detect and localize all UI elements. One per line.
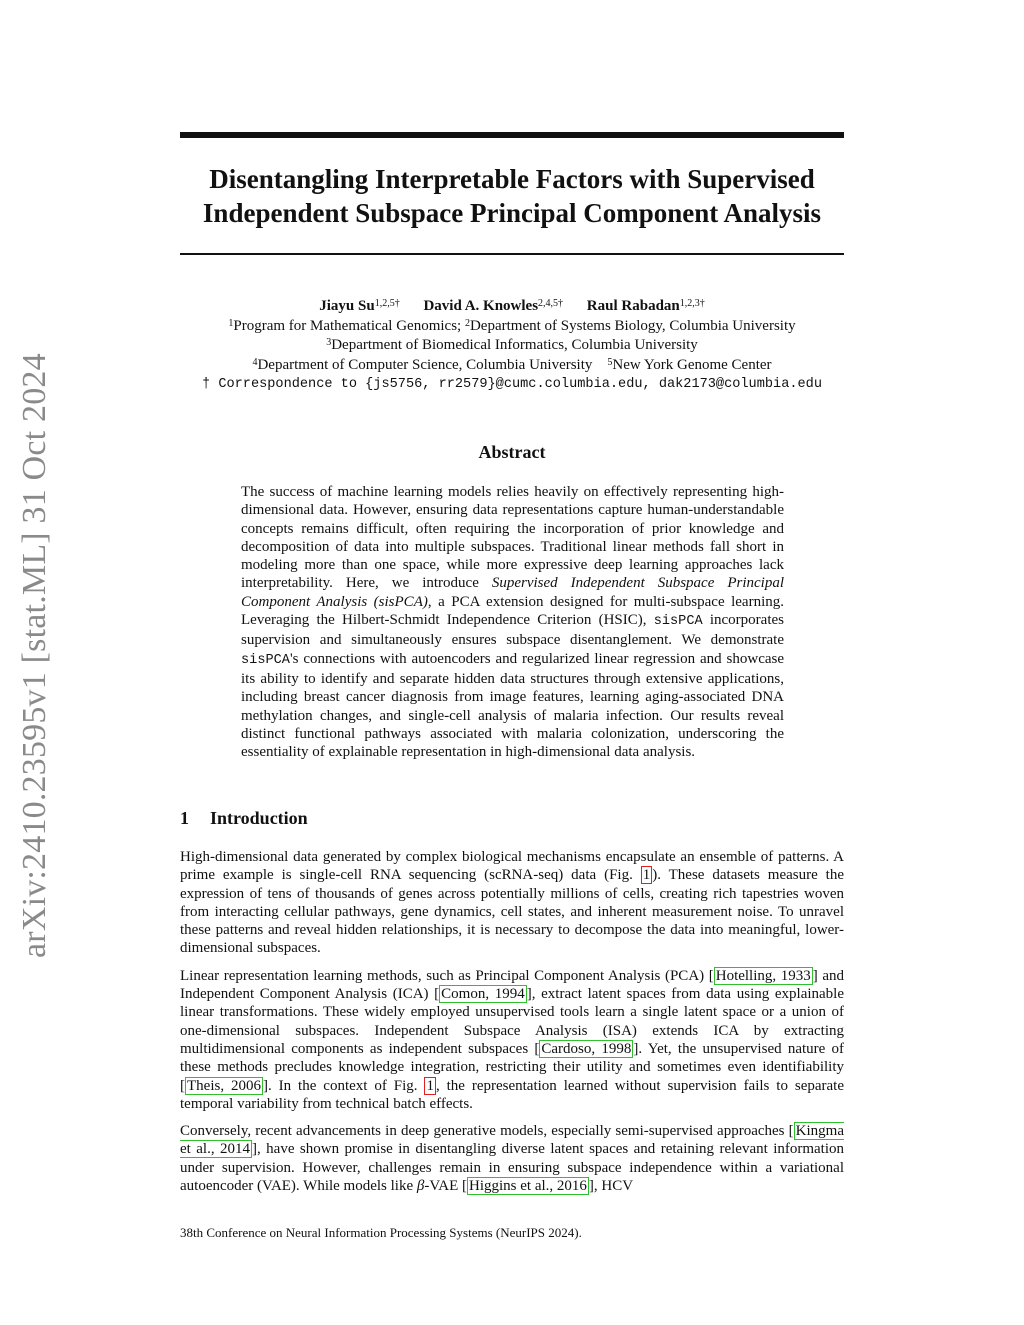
citation-higgins[interactable]: Higgins et al., 2016 [469,1178,587,1195]
figure-1-link[interactable]: 1 [426,1077,434,1094]
conference-footnote: 38th Conference on Neural Information Processing Systems (NeurIPS 2024). [180,1225,582,1240]
arxiv-stamp: arXiv:2410.23595v1 [stat.ML] 31 Oct 2024 [16,353,53,958]
title-bottom-rule [180,253,844,255]
abstract-heading: Abstract [478,442,546,462]
title-line-2: Independent Subspace Principal Component Analysis [202,198,822,228]
citation-theis[interactable]: Theis, 2006 [187,1077,261,1094]
introduction-body [180,848,844,1204]
citation-kingma[interactable]: Kingma et al., 2014 [180,1123,844,1158]
affiliation-line-1: $^1$Program for Mathematical Genomics; $^2$Department of Systems Biology, Columbia University [228,317,796,334]
correspondence-email: † Correspondence to {js5756, rr2579}@cumc.columbia.edu, dak2173@columbia.edu [202,377,822,392]
title-line-1: Disentangling Interpretable Factors with Supervised [209,164,815,194]
citation-cardoso[interactable]: Cardoso, 1998 [541,1040,632,1057]
intro-paragraph-2: Linear representation learning methods, such as Principal Component Analysis (PCA) [ Hotelling, 1933 ] and Independent Component Analysis (ICA) [ Comon, 1994 ], extract latent spaces from data using explainable linear transformations. These widely employed unsupervised tools learn a single latent space or a union of one-dimensional subspaces. Independent Subspace Analysis (ISA) extends ICA by extracting multidimensional components as independent subspaces [ Cardoso, 1998 ]. Yet, the unsupervised nature of these methods precludes knowledge integration, restricting their utility and sometimes even identifiability [ Theis, 2006 ]. In the context of Fig. 1 , the representation learned without supervision fails to separate temporal variability from technical batch effects. [180,967,845,1112]
intro-paragraph-3: Conversely, recent advancements in deep generative models, especially semi-supervised approaches [ Kingma et al., 2014 ], have shown promise in disentangling diverse latent spaces and retaining relevant information under supervision. However, challenges remain in ensuring subspace independence within a variational autoencoder (VAE). While models like β-VAE [ Higgins et al., 2016 ], HCV [180,1123,845,1195]
figure-1-link[interactable]: 1 [642,867,651,884]
affiliation-line-3: $^4$Department of Computer Science, Columbia University $^5$New York Genome Center [252,356,772,373]
author-block [160,297,864,395]
title-top-rule [180,132,844,138]
citation-hotelling[interactable]: Hotelling, 1933 [715,967,811,984]
author: Raul Rabadan$^{1,2,3\dagger}$ [586,298,705,314]
author: Jiayu $Su^{1,2,5\dagger}$ [319,298,400,314]
abstract-text: The success of machine learning models relies heavily on effectively representing high-dimensional data. However, ensuring data representations capture human-understandable concepts remains difficult, often requiring the incorporation of prior knowledge and decomposition of data into multiple subspaces. Traditional linear methods fall short in modeling more than one space, while more expressive deep learning approaches lack interpretability. Here, we introduce Supervised Independent Subspace Principal Component Analysis (sisPCA), a PCA extension designed for multi-subspace learning. Leveraging the Hilbert-Schmidt Independence Criterion (HSIC), sisPCA incorporates supervision and simultaneously ensures subspace disentanglement. We demonstrate sisPCA's connections with autoencoders and regularized linear regression and showcase its ability to identify and separate hidden data structures through extensive applications, including breast cancer diagnosis from image features, learning aging-associated DNA methylation changes, and single-cell analysis of malaria infection. Our results reveal distinct functional pathways associated with malaria colonization, underscoring the essentiality of explainable representation in high-dimensional data analysis. [241,484,784,761]
citation-comon[interactable]: Comon, 1994 [441,986,525,1003]
author: David A. Knowles$^{2,4,5\dagger}$ [423,298,564,314]
paper-title [180,162,844,230]
section-heading: 1 Introduction [180,808,308,828]
author-list [160,297,864,317]
intro-paragraph-1: High-dimensional data generated by complex biological mechanisms encapsulate an ensemble of patterns. A prime example is single-cell RNA sequencing (scRNA-seq) data (Fig. 1 ). These datasets measure the expression of tens of thousands of genes across potentially millions of cells, creating rich tapestries woven from interacting cellular pathways, gene dynamics, cell states, and inherent measurement noise. To unravel these patterns and reveal hidden relationships, it is necessary to decompose the data into meaningful, lower-dimensional subspaces. [180,849,844,957]
affiliation-line-2: $^3$Department of Biomedical Informatics, Columbia University [326,337,698,353]
